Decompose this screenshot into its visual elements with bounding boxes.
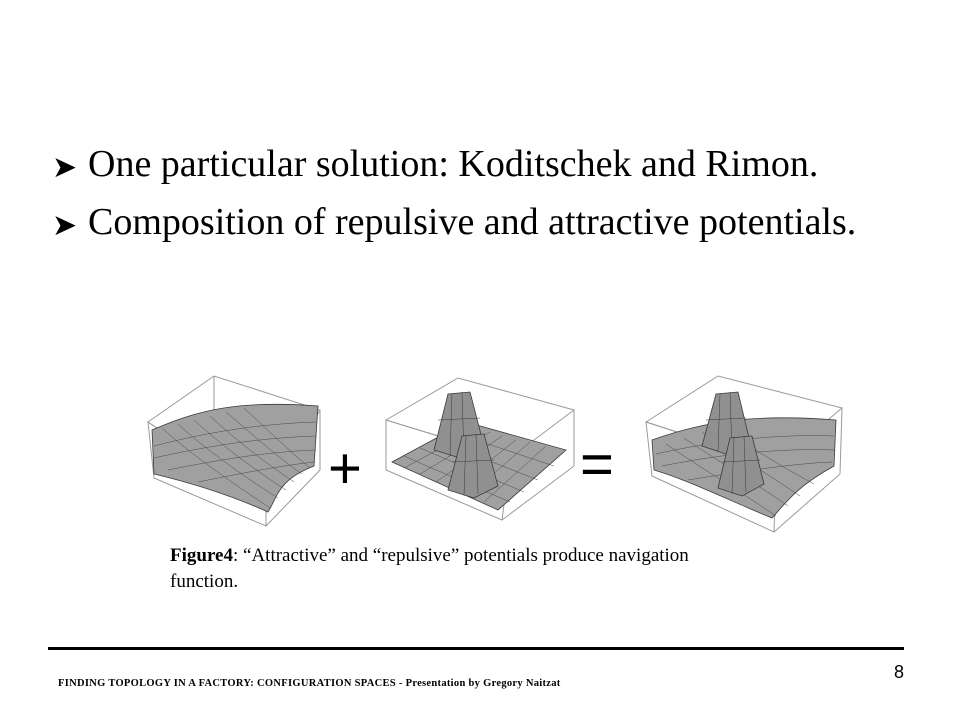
attractive-potential-surface: [128, 370, 328, 530]
equals-sign: =: [580, 432, 614, 497]
footer-presenter: - Presentation by Gregory Naitzat: [395, 678, 561, 689]
plus-sign: +: [328, 436, 362, 501]
arrow-bullet-icon: ➤: [52, 209, 78, 242]
page-number: 8: [893, 662, 904, 682]
potential-figures: [128, 370, 848, 540]
bullet-text: One particular solution: Koditschek and Rimon.: [88, 143, 819, 185]
bullet-item: [52, 142, 912, 186]
footer-title: FINDING TOPOLOGY IN A FACTORY: CONFIGURATION SPACES: [58, 678, 396, 689]
figure-caption: [170, 543, 750, 595]
bullet-item: [52, 200, 912, 244]
footer-divider: [48, 647, 904, 650]
footer-text: [58, 678, 561, 689]
bullet-text: Composition of repulsive and attractive potentials.: [88, 201, 857, 243]
bullet-list: [52, 142, 912, 258]
repulsive-potential-surface: [378, 370, 578, 530]
figure-label: Figure4: [170, 545, 233, 566]
navigation-function-surface: [638, 370, 848, 540]
caption-text: : “Attractive” and “repulsive” potentials produce navigation function.: [170, 545, 689, 592]
arrow-bullet-icon: ➤: [52, 151, 78, 184]
